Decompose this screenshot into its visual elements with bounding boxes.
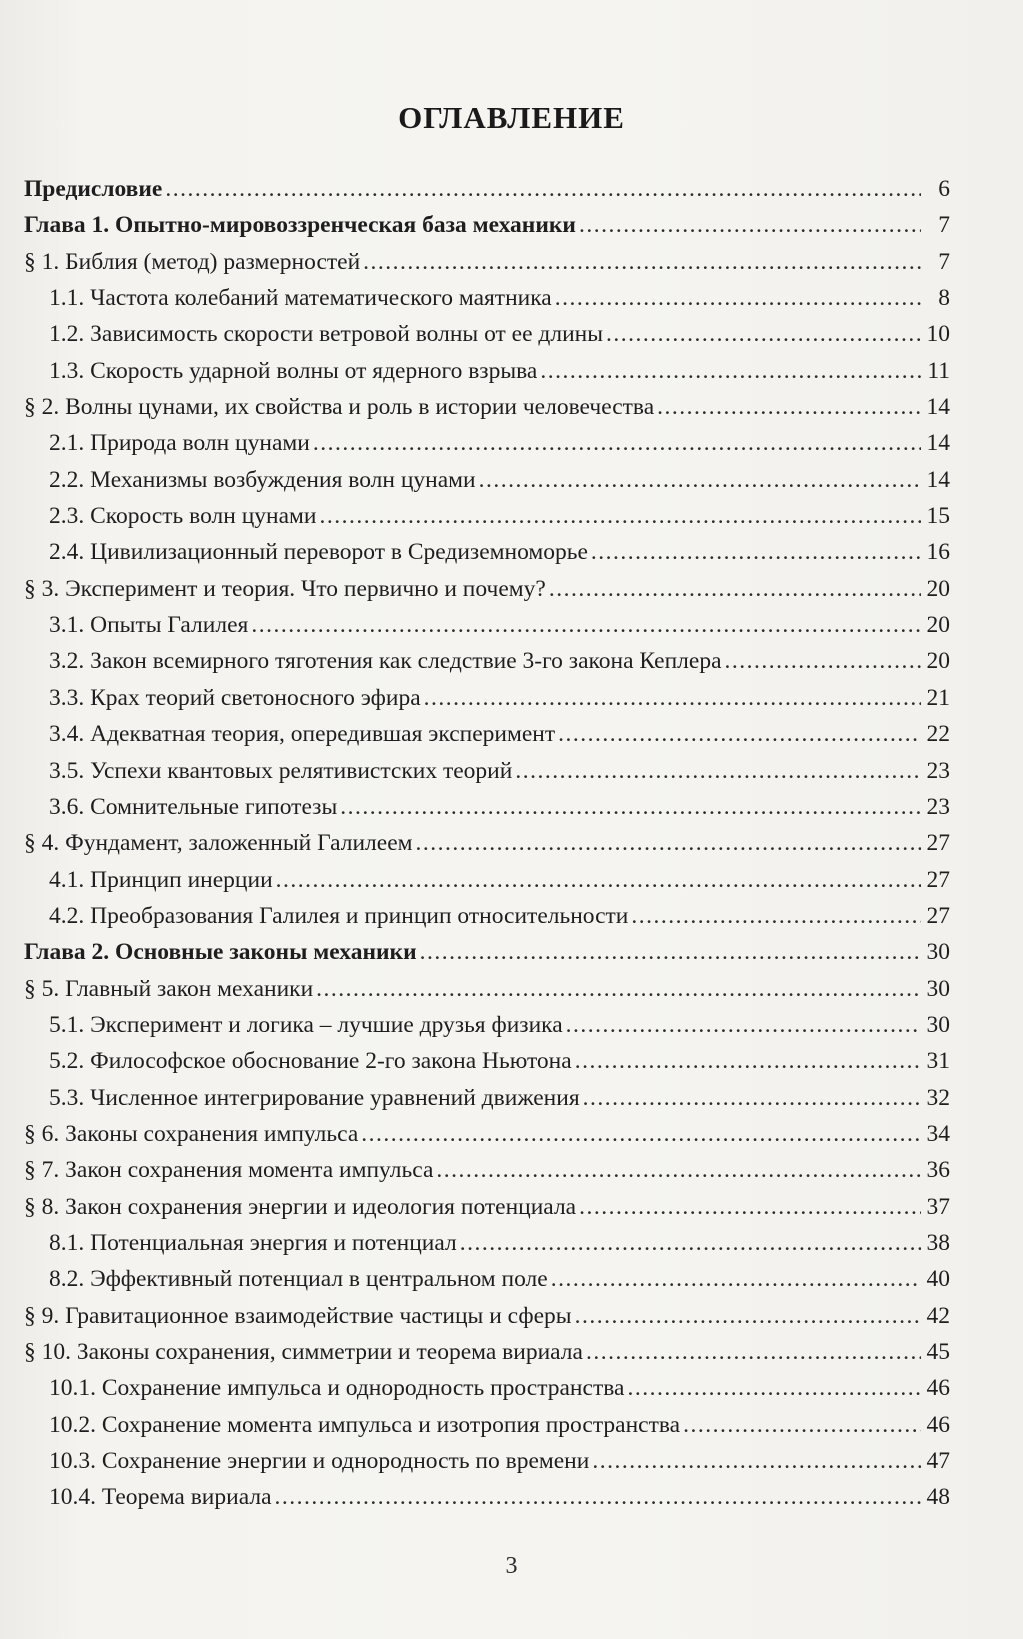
toc-entry-title: 2.3. Скорость волн цунами — [49, 503, 317, 530]
toc-entry-title: § 5. Главный закон механики — [24, 975, 314, 1002]
toc-entry — [20, 176, 950, 212]
dot-leader — [631, 903, 921, 930]
toc-entry-title: § 1. Библия (метод) размерностей — [24, 248, 361, 275]
dot-leader — [627, 1375, 921, 1402]
toc-entry — [20, 503, 950, 539]
toc-entry-title: 3.5. Успехи квантовых релятивистских теорий — [49, 757, 513, 784]
dot-leader — [549, 576, 921, 603]
toc-entry — [20, 903, 950, 939]
toc-entry-title: 3.3. Крах теорий светоносного эфира — [49, 684, 421, 711]
toc-entry-title: Глава 2. Основные законы механики — [24, 939, 417, 966]
toc-entry-page: 36 — [926, 1157, 950, 1184]
toc-entry-page: 8 — [938, 285, 950, 312]
toc-entry-page: 11 — [927, 357, 950, 384]
toc-entry-title: 3.6. Сомнительные гипотезы — [49, 793, 338, 820]
toc-entry-page: 16 — [926, 539, 950, 566]
dot-leader — [583, 1085, 921, 1112]
table-of-contents — [20, 176, 950, 1521]
dot-leader — [579, 1194, 921, 1221]
toc-entry — [20, 1375, 950, 1411]
dot-leader — [558, 721, 921, 748]
toc-entry-title: 5.3. Численное интегрирование уравнений движения — [49, 1084, 580, 1111]
page-title: ОГЛАВЛЕНИЕ — [398, 100, 625, 135]
toc-entry-title: 4.1. Принцип инерции — [49, 866, 273, 893]
dot-leader — [165, 176, 921, 203]
dot-leader — [725, 648, 921, 675]
dot-leader — [540, 358, 921, 385]
dot-leader — [479, 467, 921, 494]
toc-entry — [20, 1303, 950, 1339]
toc-entry-title: 2.4. Цивилизационный переворот в Средиземноморье — [49, 539, 588, 566]
toc-entry-page: 30 — [926, 975, 950, 1002]
toc-entry-title: § 2. Волны цунами, их свойства и роль в истории человечества — [24, 394, 655, 421]
toc-entry-page: 21 — [926, 684, 950, 711]
dot-leader — [555, 285, 921, 312]
toc-entry-page: 46 — [926, 1375, 950, 1402]
toc-entry-title: 5.1. Эксперимент и логика – лучшие друзья физика — [49, 1011, 563, 1038]
toc-entry-page: 45 — [926, 1339, 950, 1365]
dot-leader — [420, 939, 921, 966]
toc-entry — [20, 758, 950, 794]
toc-entry — [20, 212, 950, 248]
toc-entry — [20, 1085, 950, 1121]
toc-entry-title: 8.2. Эффективный потенциал в центральном поле — [49, 1266, 548, 1293]
dot-leader — [566, 1012, 921, 1039]
toc-entry-title: § 7. Закон сохранения момента импульса — [24, 1157, 434, 1184]
toc-entry-page: 31 — [926, 1048, 950, 1075]
toc-entry — [20, 1157, 950, 1193]
dot-leader — [683, 1412, 921, 1439]
toc-entry-page: 7 — [938, 248, 950, 275]
toc-entry — [20, 285, 950, 321]
toc-entry-page: 37 — [926, 1193, 950, 1220]
toc-entry-title: 5.2. Философское обоснование 2-го закона Ньютона — [49, 1048, 572, 1075]
toc-entry-page: 34 — [926, 1120, 950, 1147]
dot-leader — [361, 1121, 921, 1148]
dot-leader — [436, 1157, 921, 1184]
page-number: 3 — [505, 1553, 518, 1579]
toc-entry — [20, 1484, 950, 1520]
dot-leader — [363, 249, 921, 276]
toc-entry-title: 10.2. Сохранение момента импульса и изотропия пространства — [49, 1411, 681, 1438]
toc-entry-page: 10 — [926, 321, 950, 348]
toc-entry — [20, 467, 950, 503]
toc-entry-title: § 8. Закон сохранения энергии и идеология потенциала — [24, 1193, 577, 1220]
toc-entry — [20, 939, 950, 975]
toc-entry — [20, 1048, 950, 1084]
toc-entry — [20, 1412, 950, 1448]
toc-entry-title: 10.1. Сохранение импульса и однородность пространства — [49, 1375, 625, 1402]
toc-entry-title: 3.4. Адекватная теория, опередившая эксперимент — [49, 721, 556, 748]
dot-leader — [575, 1303, 921, 1330]
toc-entry-title: 4.2. Преобразования Галилея и принцип относительности — [49, 902, 629, 929]
toc-entry-page: 23 — [926, 793, 950, 820]
toc-entry-page: 30 — [926, 939, 950, 966]
dot-leader — [424, 685, 921, 712]
toc-entry-title: 2.1. Природа волн цунами — [49, 430, 310, 457]
toc-entry — [20, 794, 950, 830]
dot-leader — [251, 612, 921, 639]
dot-leader — [575, 1048, 921, 1075]
toc-entry-title: 1.3. Скорость ударной волны от ядерного взрыва — [49, 357, 538, 384]
dot-leader — [579, 212, 921, 239]
toc-entry — [20, 1121, 950, 1157]
toc-entry-title: 10.4. Теорема вириала — [49, 1484, 272, 1511]
toc-entry-title: 2.2. Механизмы возбуждения волн цунами — [49, 466, 476, 493]
dot-leader — [320, 503, 922, 530]
toc-entry-page: 27 — [926, 866, 950, 893]
dot-leader — [551, 1266, 921, 1293]
toc-entry-page: 14 — [926, 394, 950, 421]
toc-entry — [20, 1194, 950, 1230]
toc-entry — [20, 685, 950, 721]
toc-entry-page: 27 — [926, 830, 950, 857]
toc-entry-page: 15 — [926, 503, 950, 530]
toc-entry — [20, 321, 950, 357]
dot-leader — [586, 1339, 921, 1366]
toc-entry-page: 14 — [926, 466, 950, 493]
toc-entry-page: 20 — [926, 612, 950, 639]
dot-leader — [276, 867, 921, 894]
toc-entry — [20, 358, 950, 394]
toc-entry-title: § 9. Гравитационное взаимодействие частицы и сферы — [24, 1302, 572, 1329]
toc-entry — [20, 394, 950, 430]
toc-entry-page: 20 — [926, 575, 950, 602]
dot-leader — [460, 1230, 921, 1257]
toc-entry — [20, 249, 950, 285]
toc-entry — [20, 1230, 950, 1266]
toc-entry — [20, 976, 950, 1012]
toc-entry — [20, 1339, 950, 1375]
toc-entry-title: 3.1. Опыты Галилея — [49, 612, 249, 639]
toc-entry — [20, 1266, 950, 1302]
toc-entry-page: 47 — [926, 1448, 950, 1475]
toc-entry-page: 6 — [938, 176, 950, 202]
toc-entry-title: 3.2. Закон всемирного тяготения как следствие 3-го закона Кеплера — [49, 648, 722, 675]
dot-leader — [313, 430, 921, 457]
dot-leader — [606, 321, 921, 348]
dot-leader — [316, 976, 921, 1003]
dot-leader — [515, 758, 921, 785]
dot-leader — [275, 1484, 921, 1511]
toc-entry — [20, 648, 950, 684]
toc-entry-title: § 6. Законы сохранения импульса — [24, 1120, 359, 1147]
toc-entry-title: 1.2. Зависимость скорости ветровой волны от ее длины — [49, 321, 604, 348]
toc-entry — [20, 430, 950, 466]
toc-entry — [20, 612, 950, 648]
toc-entry — [20, 1012, 950, 1048]
toc-entry-page: 32 — [926, 1084, 950, 1111]
toc-entry — [20, 1448, 950, 1484]
toc-entry — [20, 830, 950, 866]
toc-entry-title: § 10. Законы сохранения, симметрии и теорема вириала — [24, 1339, 583, 1365]
dot-leader — [592, 1448, 921, 1475]
dot-leader — [657, 394, 921, 421]
toc-entry — [20, 721, 950, 757]
dot-leader — [591, 539, 921, 566]
dot-leader — [416, 830, 922, 857]
toc-entry-title: 8.1. Потенциальная энергия и потенциал — [49, 1229, 457, 1256]
toc-entry-page: 23 — [926, 757, 950, 784]
toc-entry-page: 20 — [926, 648, 950, 675]
toc-entry-page: 48 — [926, 1484, 950, 1511]
toc-entry — [20, 539, 950, 575]
dot-leader — [340, 794, 921, 821]
toc-entry-page: 42 — [926, 1302, 950, 1329]
toc-entry-title: Глава 1. Опытно-мировоззренческая база механики — [24, 212, 576, 239]
toc-entry-title: § 4. Фундамент, заложенный Галилеем — [24, 830, 413, 857]
toc-entry-title: Предисловие — [24, 176, 163, 202]
toc-entry-page: 7 — [938, 212, 950, 239]
toc-entry-page: 30 — [926, 1011, 950, 1038]
toc-entry-page: 40 — [926, 1266, 950, 1293]
toc-entry-page: 27 — [926, 902, 950, 929]
toc-entry-page: 46 — [926, 1411, 950, 1438]
toc-entry — [20, 867, 950, 903]
toc-entry-title: 10.3. Сохранение энергии и однородность по времени — [49, 1448, 590, 1475]
toc-entry-page: 22 — [926, 721, 950, 748]
toc-entry-title: 1.1. Частота колебаний математического маятника — [49, 285, 552, 312]
toc-entry-page: 38 — [926, 1229, 950, 1256]
toc-entry-page: 14 — [926, 430, 950, 457]
toc-entry — [20, 576, 950, 612]
toc-entry-title: § 3. Эксперимент и теория. Что первично и почему? — [24, 575, 546, 602]
